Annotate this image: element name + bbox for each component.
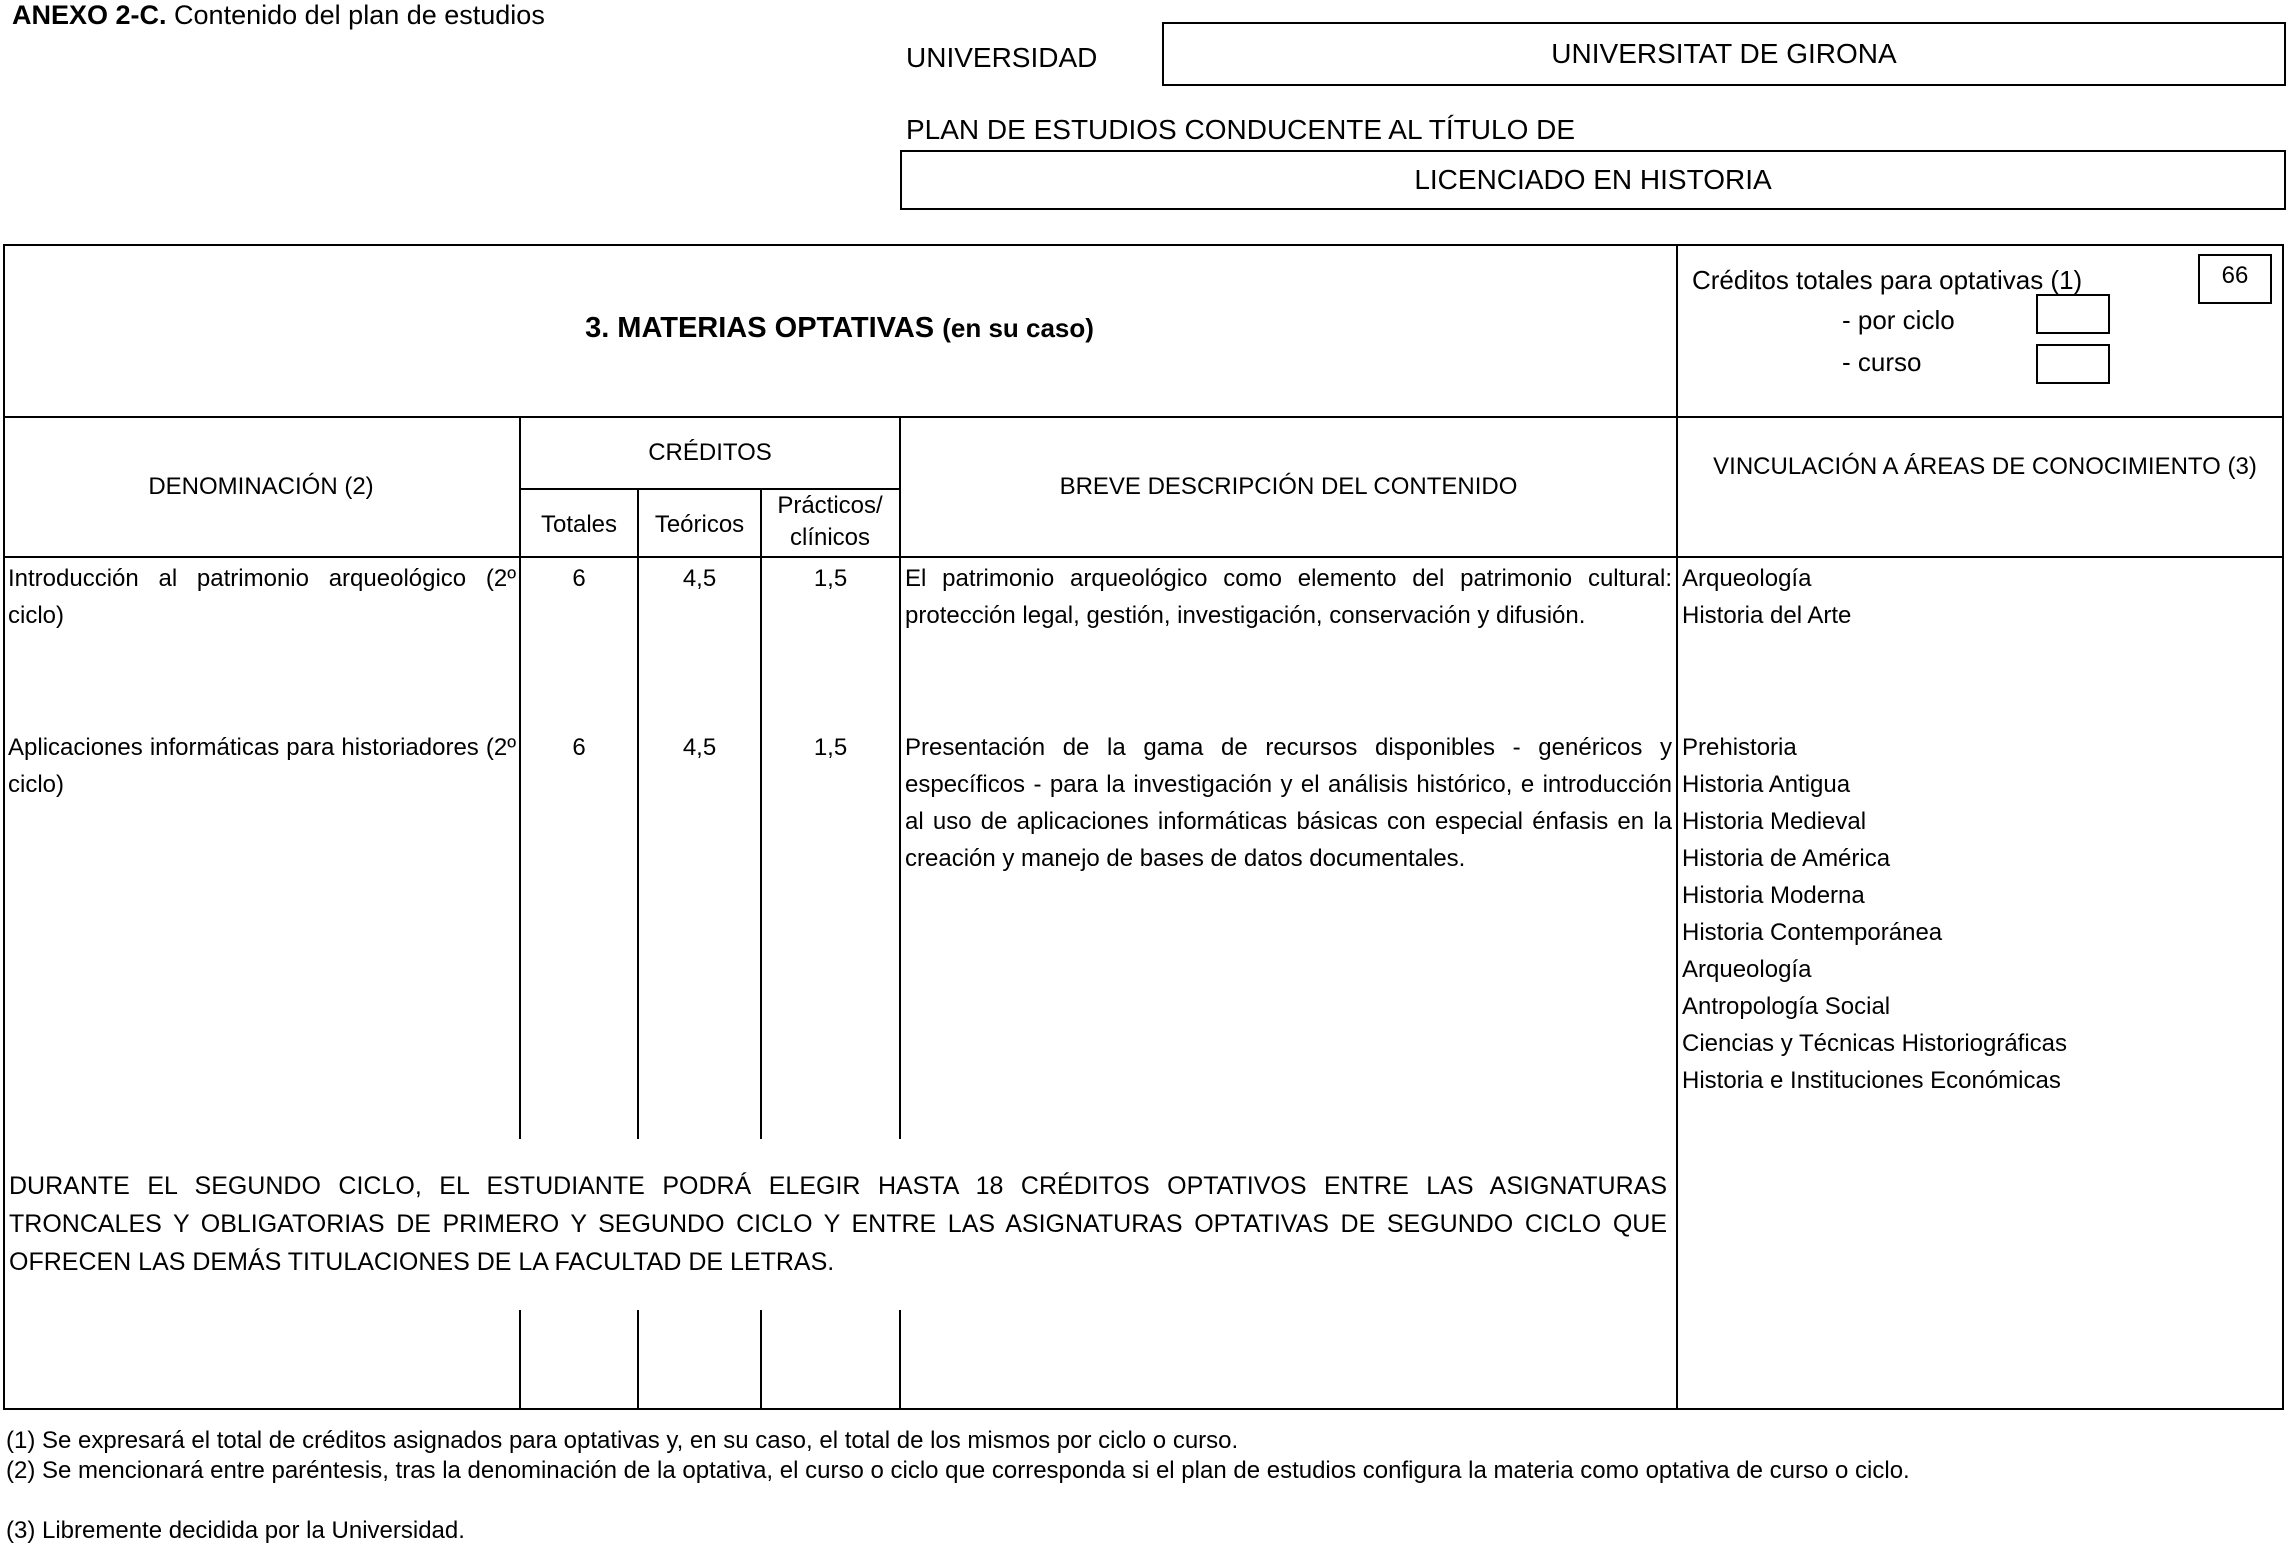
per-course-label: - curso [1842, 347, 1922, 377]
practicos-column-divider [899, 416, 901, 1139]
elective-note: DURANTE EL SEGUNDO CICLO, EL ESTUDIANTE PODRÁ ELEGIR HASTA 18 CRÉDITOS OPTATIVOS ENTRE LAS ASIGNATURAS TRONCALES Y OBLIGATORIAS DE PRIMERO Y SEGUNDO CICLO Y ENTRE LAS ASIGNATURAS OPTATIVAS DE SEGUNDO CICLO QUE OFRECEN LAS DEMÁS TITULACIONES DE LA FACULTAD DE LETRAS. [5, 1165, 1671, 1283]
area-item: Antropología Social [1682, 993, 1891, 1020]
per-cycle-box [2036, 294, 2110, 334]
area-item: Historia Contemporánea [1682, 919, 1943, 946]
area-item: Prehistoria [1682, 734, 1797, 761]
row-1-description: El patrimonio arqueológico como elemento del patrimonio cultural: protección legal, gestión, investigación, conservación y difusión. [905, 565, 1672, 629]
areas-column-divider [1676, 244, 1678, 1410]
annex-title [12, 0, 545, 31]
area-item: Historia Antigua [1682, 771, 1851, 798]
section-title-bold: 3. MATERIAS OPTATIVAS [585, 312, 935, 344]
plan-value: LICENCIADO EN HISTORIA [1414, 164, 1772, 195]
per-cycle-label: - por ciclo [1842, 305, 1955, 335]
footnote-2: (2) Se mencionará entre paréntesis, tras la denominación de la optativa, el curso o ciclo que corresponda si el plan de estudios configura la materia como optativa de curso o ciclo. [6, 1457, 1910, 1484]
practicos-column-divider-lower [899, 1310, 901, 1410]
row-2-description: Presentación de la gama de recursos disponibles - genéricos y específicos - para la investigación y el análisis histórico, e introducción al uso de aplicaciones informáticas básicas con especial énfasis en la creación y manejo de bases de datos documentales. [905, 734, 1672, 872]
area-item: Arqueología [1682, 565, 1812, 592]
area-item: Historia e Instituciones Económicas [1682, 1067, 2061, 1094]
area-item: Historia de América [1682, 845, 1891, 872]
section-title-suffix: (en su caso) [942, 313, 1094, 343]
footnote-1: (1) Se expresará el total de créditos asignados para optativas y, en su caso, el total de los mismos por ciclo o curso. [6, 1427, 1239, 1454]
plan-field [900, 150, 2286, 210]
area-item: Arqueología [1682, 956, 1812, 983]
area-item: Historia Moderna [1682, 882, 1865, 909]
university-label: UNIVERSIDAD [906, 42, 1098, 73]
header-creditos: CRÉDITOS [648, 439, 772, 466]
credits-total-box [2198, 254, 2272, 304]
footnote-3: (3) Libremente decidida por la Universidad. [6, 1517, 465, 1544]
row-1-teoricos: 4,5 [682, 565, 717, 592]
plan-label: PLAN DE ESTUDIOS CONDUCENTE AL TÍTULO DE [906, 114, 1576, 145]
header-descripcion: BREVE DESCRIPCIÓN DEL CONTENIDO [1059, 473, 1518, 500]
row-1-practicos: 1,5 [813, 565, 848, 592]
row-1-name: Introducción al patrimonio arqueológico (2º ciclo) [8, 565, 516, 629]
row-2-areas [1682, 729, 2272, 1099]
title-row-divider [3, 416, 2284, 418]
area-item: Ciencias y Técnicas Historiográficas [1682, 1030, 2068, 1057]
row-1-totales: 6 [572, 565, 586, 592]
row-2-totales: 6 [572, 734, 586, 761]
annex-label: ANEXO 2-C. [12, 0, 167, 30]
area-item: Historia del Arte [1682, 602, 1852, 629]
credits-total-value: 66 [2221, 262, 2249, 289]
header-vinculacion: VINCULACIÓN A ÁREAS DE CONOCIMIENTO (3) [1713, 453, 2257, 480]
header-teoricos: Teóricos [654, 511, 745, 538]
area-item: Historia Medieval [1682, 808, 1867, 835]
annex-subtitle: Contenido del plan de estudios [174, 0, 545, 30]
header-row-divider [3, 556, 2284, 558]
totales-column-divider-lower [637, 1310, 639, 1410]
teoricos-column-divider-lower [760, 1310, 762, 1410]
university-field [1162, 22, 2286, 86]
row-2-name: Aplicaciones informáticas para historiadores (2º ciclo) [8, 734, 516, 798]
row-2-teoricos: 4,5 [682, 734, 717, 761]
per-course-box [2036, 344, 2110, 384]
header-totales: Totales [540, 511, 618, 538]
header-denominacion: DENOMINACIÓN (2) [148, 473, 374, 500]
name-column-divider-lower [519, 1310, 521, 1410]
credits-total-label: Créditos totales para optativas (1) [1692, 265, 2083, 295]
header-practicos: Prácticos/ clínicos [777, 492, 883, 551]
row-1-areas [1682, 560, 2272, 634]
university-value: UNIVERSITAT DE GIRONA [1551, 38, 1897, 69]
row-2-practicos: 1,5 [813, 734, 848, 761]
section-title [3, 310, 1676, 347]
